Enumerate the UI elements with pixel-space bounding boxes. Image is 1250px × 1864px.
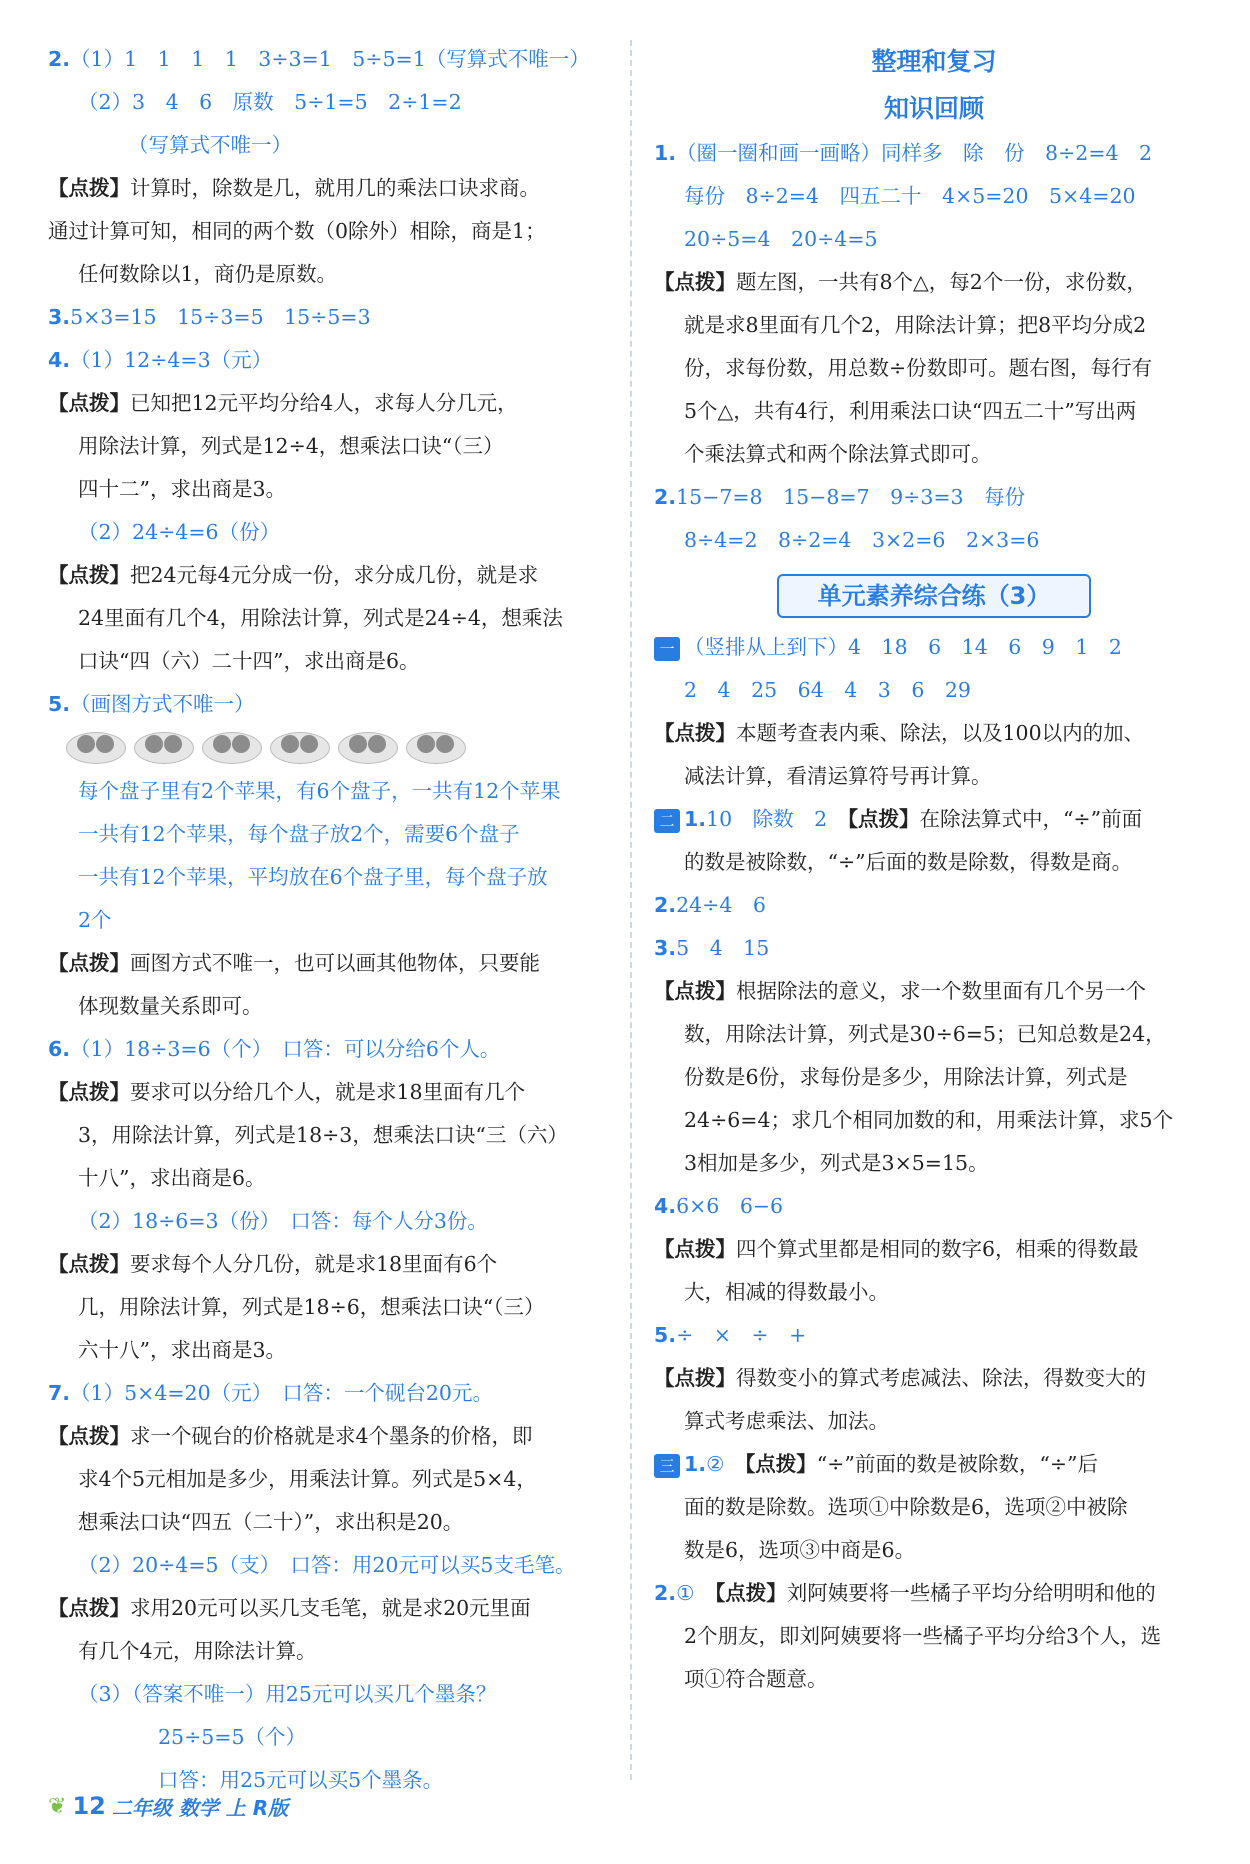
line-text: 25÷5=5（个） [158, 1725, 307, 1749]
line-text: 20÷5=4 20÷4=5 [684, 227, 878, 251]
hint-text: 在除法算式中，“÷”前面 [919, 807, 1143, 831]
answer-line [654, 1142, 1214, 1185]
hint-label: 【点拨】 [847, 807, 920, 831]
line-text: （1）1 1 1 1 3÷3=1 5÷5=1（写算式不唯一） [70, 47, 590, 71]
answer-line [48, 124, 608, 167]
line-text: 数，用除法计算，列式是30÷6=5；已知总数是24， [684, 1022, 1166, 1046]
answer-line [48, 1200, 608, 1243]
hint-label: 【点拨】 [48, 1596, 130, 1620]
line-text: 口诀“四（六）二十四”，求出商是6。 [78, 649, 420, 673]
line-text: 的数是被除数，“÷”后面的数是除数，得数是商。 [684, 850, 1133, 874]
answer-line [654, 1400, 1214, 1443]
question-number: 5. [48, 692, 71, 716]
answer-line [48, 1587, 608, 1630]
question-number: 7. [48, 1381, 71, 1405]
line-text: （画图方式不唯一） [70, 692, 255, 716]
line-text: 15−7=8 15−8=7 9÷3=3 每份 [676, 485, 1026, 509]
hint-label: 【点拨】 [48, 951, 130, 975]
line-text: （圈一圈和画一画略）同样多 除 份 8÷2=4 2 [676, 141, 1153, 165]
answer-line [48, 1114, 608, 1157]
book-label: 二年级 数学 上 R版 [111, 1795, 289, 1820]
answer-line [48, 1415, 608, 1458]
answer-line [48, 683, 608, 726]
line-text: 用除法计算，列式是12÷4，想乘法口诀“（三） [78, 434, 504, 458]
apple-icon [368, 735, 386, 753]
hint-label: 【点拨】 [48, 391, 130, 415]
line-text: （1）5×4=20（元） 口答：一个砚台20元。 [70, 1381, 493, 1405]
hint-label: 【点拨】 [654, 1366, 736, 1390]
line-text: 几，用除法计算，列式是18÷6，想乘法口诀“（三） [78, 1295, 545, 1319]
question-number: 3. [48, 305, 71, 329]
answer-line [48, 296, 608, 339]
line-text: 大，相减的得数最小。 [684, 1280, 889, 1304]
answer-line [654, 218, 1214, 261]
answer-line [48, 597, 608, 640]
line-text: 得数变小的算式考虑减法、除法，得数变大的 [736, 1366, 1146, 1390]
line-text: 5 4 15 [676, 936, 770, 960]
line-text: 求用20元可以买几支毛笔，就是求20元里面 [130, 1596, 531, 1620]
answer-line [48, 339, 608, 382]
section-number-icon: 一 [654, 637, 680, 661]
line-text: 把24元每4元分成一份，求分成几份，就是求 [130, 563, 539, 587]
answer-line [654, 1056, 1214, 1099]
line-text: 10 除数 2 [706, 807, 848, 831]
answer-line [654, 1443, 1214, 1486]
answer-line [48, 1716, 608, 1759]
answer-line [654, 476, 1214, 519]
hint-label: 【点拨】 [48, 1252, 130, 1276]
answer-line [48, 1372, 608, 1415]
line-text: 一共有12个苹果，平均放在6个盘子里，每个盘子放 [78, 865, 548, 889]
answer-line [48, 1243, 608, 1286]
question-number: 5. [654, 1323, 677, 1347]
answer-line [48, 942, 608, 985]
apple-plates-drawing [48, 726, 608, 770]
hint-label: 【点拨】 [714, 1581, 787, 1605]
question-number: 4. [654, 1194, 677, 1218]
line-text: 根据除法的意义，求一个数里面有几个另一个 [736, 979, 1146, 1003]
line-text: （2）24÷4=6（份） [78, 520, 281, 544]
leaf-icon: ❦ [48, 1793, 67, 1819]
question-number: 3. [654, 936, 677, 960]
line-text: 3相加是多少，列式是3×5=15。 [684, 1151, 989, 1175]
line-text: 24÷4 6 [676, 893, 766, 917]
answer-line [48, 1329, 608, 1372]
answer-line [48, 1501, 608, 1544]
answer-line [48, 382, 608, 425]
line-text: 数是6，选项③中商是6。 [684, 1538, 916, 1562]
knowledge-review-answers [654, 132, 1214, 562]
line-text: 个乘法算式和两个除法算式即可。 [684, 442, 992, 466]
line-text: 项①符合题意。 [684, 1667, 828, 1691]
line-text: 四个算式里都是相同的数字6，相乘的得数最 [736, 1237, 1139, 1261]
line-text: 份数是6份，求每份是多少，用除法计算，列式是 [684, 1065, 1128, 1089]
plate-icon [134, 732, 194, 764]
plate-icon [406, 732, 466, 764]
page-footer [48, 1788, 288, 1824]
line-text: 求一个砚台的价格就是求4个墨条的价格，即 [130, 1424, 533, 1448]
apple-icon [281, 735, 299, 753]
line-text: （2）3 4 6 原数 5÷1=5 2÷1=2 [78, 90, 462, 114]
question-number: 1. [684, 1452, 707, 1476]
answer-line [48, 554, 608, 597]
line-text: 四十二”，求出商是3。 [78, 477, 287, 501]
question-number: 1. [654, 141, 677, 165]
answer-line [654, 304, 1214, 347]
hint-label: 【点拨】 [48, 1080, 130, 1104]
line-text: 已知把12元平均分给4人，求每人分几元， [130, 391, 518, 415]
unit-practice-answers [654, 626, 1214, 1701]
line-text: 2个 [78, 908, 112, 932]
question-number: 2. [654, 893, 677, 917]
answer-line [654, 626, 1214, 669]
page-number: 12 [72, 1792, 106, 1820]
answer-line [654, 1271, 1214, 1314]
section-heading: 整理和复习 [871, 47, 997, 76]
answer-line [654, 347, 1214, 390]
line-text: 面的数是除数。选项①中除数是6，选项②中被除 [684, 1495, 1128, 1519]
question-number: 1. [684, 807, 707, 831]
line-text: 一共有12个苹果，每个盘子放2个，需要6个盘子 [78, 822, 520, 846]
question-number: 2. [48, 47, 71, 71]
answer-line [48, 425, 608, 468]
answer-line [48, 1544, 608, 1587]
line-text: 5×3=15 15÷3=5 15÷5=3 [70, 305, 371, 329]
answer-line [48, 511, 608, 554]
line-text: （1）12÷4=3（元） [70, 348, 273, 372]
hint-label: 【点拨】 [654, 979, 736, 1003]
apple-icon [145, 735, 163, 753]
line-text: 就是求8里面有几个2，用除法计算；把8平均分成2 [684, 313, 1147, 337]
plate-icon [202, 732, 262, 764]
section-number-icon: 三 [654, 1454, 680, 1478]
line-text: 求4个5元相加是多少，用乘法计算。列式是5×4， [78, 1467, 537, 1491]
answer-line [654, 841, 1214, 884]
line-text: 有几个4元，用除法计算。 [78, 1639, 317, 1663]
answer-line [654, 1529, 1214, 1572]
answer-line [48, 985, 608, 1028]
apple-icon [77, 735, 95, 753]
plate-icon [270, 732, 330, 764]
line-text: 要求可以分给几个人，就是求18里面有几个 [130, 1080, 526, 1104]
hint-label: 【点拨】 [654, 270, 736, 294]
line-text: ① [676, 1581, 715, 1605]
answer-line [654, 261, 1214, 304]
hint-text: 刘阿姨要将一些橘子平均分给明明和他的 [786, 1581, 1156, 1605]
question-number: 4. [48, 348, 71, 372]
question-number: 2. [654, 485, 677, 509]
line-text: 计算时，除数是几，就用几的乘法口诀求商。 [130, 176, 540, 200]
question-number: 6. [48, 1037, 71, 1061]
hint-label: 【点拨】 [654, 1237, 736, 1261]
answer-line [48, 1157, 608, 1200]
answer-line [654, 712, 1214, 755]
apple-icon [213, 735, 231, 753]
line-text: 本题考查表内乘、除法，以及100以内的加、 [736, 721, 1145, 745]
hint-label: 【点拨】 [48, 1424, 130, 1448]
plate-icon [338, 732, 398, 764]
hint-text: “÷”前面的数是被除数，“÷”后 [816, 1452, 1098, 1476]
answer-line [48, 468, 608, 511]
line-text: （1）18÷3=6（个） 口答：可以分给6个人。 [70, 1037, 501, 1061]
line-text: 每份 8÷2=4 四五二十 4×5=20 5×4=20 [684, 184, 1136, 208]
answer-line [48, 1071, 608, 1114]
line-text: ÷ × ÷ + [676, 1323, 807, 1347]
line-text: 体现数量关系即可。 [78, 994, 263, 1018]
answer-line [654, 1572, 1214, 1615]
answer-line [654, 1615, 1214, 1658]
line-text: （写算式不唯一） [128, 133, 292, 157]
answer-line [654, 1013, 1214, 1056]
subsection-heading: 知识回顾 [883, 94, 984, 123]
line-text: 8÷4=2 8÷2=4 3×2=6 2×3=6 [684, 528, 1040, 552]
answer-line [654, 1185, 1214, 1228]
answer-line [654, 519, 1214, 562]
line-text: 2 4 25 64 4 3 6 29 [684, 678, 971, 702]
line-text: 6×6 6−6 [676, 1194, 784, 1218]
answer-line [654, 798, 1214, 841]
answer-line [48, 770, 608, 813]
line-text: （3）（答案不唯一）用25元可以买几个墨条？ [78, 1682, 497, 1706]
line-text: 份，求每份数，用总数÷份数即可。题右图，每行有 [684, 356, 1153, 380]
hint-label: 【点拨】 [48, 563, 130, 587]
answer-line [48, 1673, 608, 1716]
line-text: 画图方式不唯一，也可以画其他物体，只要能 [130, 951, 540, 975]
plate-icon [66, 732, 126, 764]
answer-line [654, 970, 1214, 1013]
line-text: 算式考虑乘法、加法。 [684, 1409, 889, 1433]
answer-line [654, 755, 1214, 798]
line-text: 任何数除以1，商仍是原数。 [78, 262, 338, 286]
answer-line [48, 1458, 608, 1501]
line-text: 2个朋友，即刘阿姨要将一些橘子平均分给3个人，选 [684, 1624, 1162, 1648]
right-column [654, 38, 1214, 1701]
answer-line [654, 390, 1214, 433]
apple-icon [349, 735, 367, 753]
line-text: 题左图，一共有8个△，每2个一份，求份数， [736, 270, 1147, 294]
answer-line [48, 167, 608, 210]
line-text: 想乘法口诀“四五（二十）”，求出积是20。 [78, 1510, 464, 1534]
answer-line [654, 433, 1214, 476]
line-text: 3，用除法计算，列式是18÷3，想乘法口诀“三（六） [78, 1123, 568, 1147]
line-text: 六十八”，求出商是3。 [78, 1338, 287, 1362]
answer-line [654, 1228, 1214, 1271]
answer-line [48, 1286, 608, 1329]
answer-line [48, 640, 608, 683]
apple-icon [96, 735, 114, 753]
answer-line [48, 813, 608, 856]
apple-icon [417, 735, 435, 753]
answer-line [654, 1099, 1214, 1142]
answer-line [48, 253, 608, 296]
line-text: 减法计算，看清运算符号再计算。 [684, 764, 992, 788]
answer-line [654, 927, 1214, 970]
section-number-icon: 二 [654, 809, 680, 833]
answer-line [654, 1658, 1214, 1701]
hint-label: 【点拨】 [654, 721, 736, 745]
apple-icon [436, 735, 454, 753]
unit-practice-banner: 单元素养综合练（3） [777, 574, 1091, 618]
left-column [48, 38, 608, 1802]
line-text: （2）18÷6=3（份） 口答：每个人分3份。 [78, 1209, 488, 1233]
line-text: 每个盘子里有2个苹果，有6个盘子，一共有12个苹果 [78, 779, 561, 803]
answer-line [654, 1314, 1214, 1357]
column-divider [630, 40, 632, 1780]
line-text: （2）20÷4=5（支） 口答：用20元可以买5支毛笔。 [78, 1553, 576, 1577]
answer-line [48, 38, 608, 81]
answer-line [48, 81, 608, 124]
apple-icon [164, 735, 182, 753]
hint-label: 【点拨】 [744, 1452, 817, 1476]
line-text: （竖排从上到下）4 18 6 14 6 9 1 2 [684, 635, 1122, 659]
line-text: 24里面有几个4，用除法计算，列式是24÷4，想乘法 [78, 606, 563, 630]
apple-icon [232, 735, 250, 753]
line-text: 24÷6=4；求几个相同加数的和，用乘法计算，求5个 [684, 1108, 1174, 1132]
line-text: 5个△，共有4行，利用乘法口诀“四五二十”写出两 [684, 399, 1137, 423]
answer-line [654, 1486, 1214, 1529]
answer-line [48, 899, 608, 942]
line-text: 十八”，求出商是6。 [78, 1166, 266, 1190]
answer-line [654, 1357, 1214, 1400]
answer-line [654, 884, 1214, 927]
answer-line [48, 210, 608, 253]
answer-line [654, 175, 1214, 218]
line-text: ② [706, 1452, 745, 1476]
answer-line [48, 1028, 608, 1071]
line-text: 口答：用25元可以买5个墨条。 [158, 1768, 444, 1792]
line-text: 通过计算可知，相同的两个数（0除外）相除，商是1； [48, 219, 546, 243]
answer-line [654, 669, 1214, 712]
answer-line [48, 856, 608, 899]
hint-label: 【点拨】 [48, 176, 130, 200]
question-number: 2. [654, 1581, 677, 1605]
line-text: 要求每个人分几份，就是求18里面有6个 [130, 1252, 498, 1276]
apple-icon [300, 735, 318, 753]
answer-line [654, 132, 1214, 175]
answer-line [48, 1630, 608, 1673]
